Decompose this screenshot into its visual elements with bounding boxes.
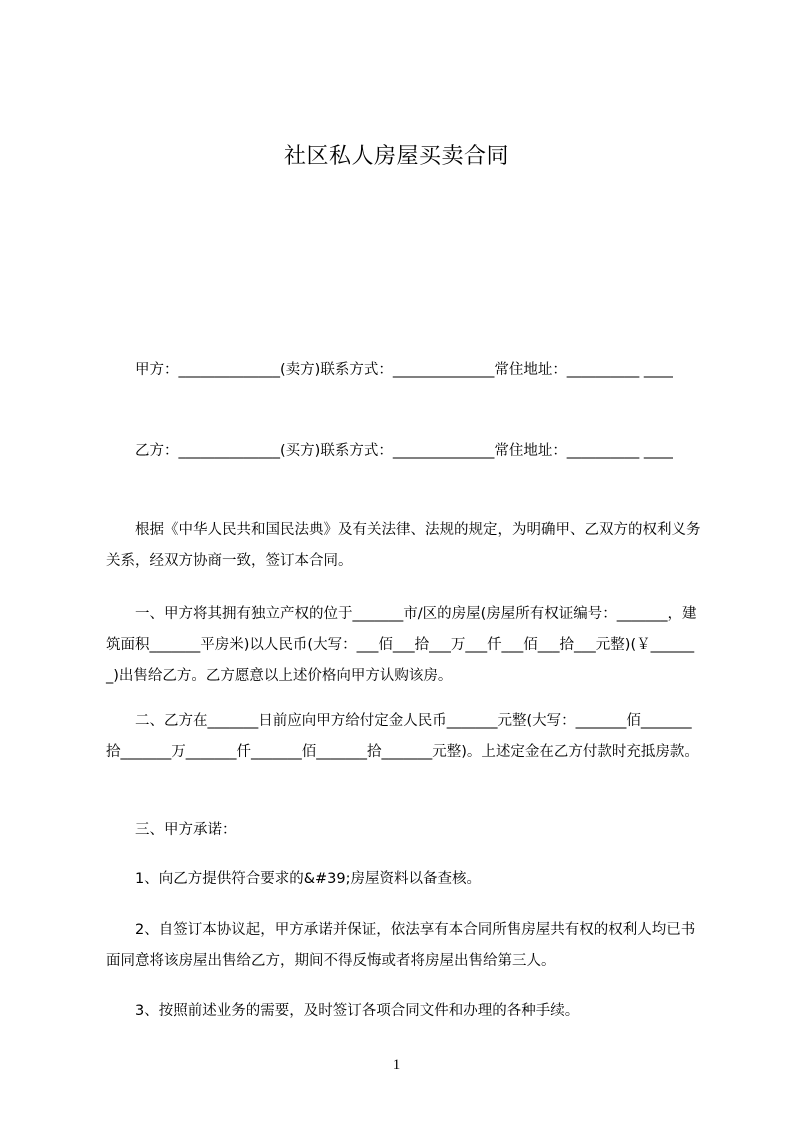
clause-3-item-1: 1、向乙方提供符合要求的&#39;房屋资料以备查核。 [106, 871, 482, 887]
clause-1-paragraph: 一、甲方将其拥有独立产权的位于_______市/区的房屋(房屋所有权证编号：_______，建筑面积_______平房米)以人民币(大写：___佰___拾___万___仟___佰___拾___元整)(￥_______)出售给乙方。乙方愿意以上述价格向甲方认购该房。 [106, 606, 697, 684]
document-title: 社区私人房屋买卖合同 [283, 144, 509, 169]
clause-3-item-2: 2、自签订本协议起，甲方承诺并保证，依法享有本合同所售房屋共有权的权利人均已书面同意将该房屋出售给乙方，期间不得反悔或者将房屋出售给第三人。 [106, 922, 696, 969]
clause-3-heading: 三、甲方承诺： [106, 822, 237, 838]
party-b-line: 乙方：______________(买方)联系方式：______________常住地址：__________ ____ [106, 443, 673, 459]
page-number: 1 [392, 1057, 401, 1073]
party-a-line: 甲方：______________(卖方)联系方式：______________常住地址：__________ ____ [106, 362, 673, 378]
preamble-paragraph: 根据《中华人民共和国民法典》及有关法律、法规的规定，为明确甲、乙双方的权利义务关系，经双方协商一致，签订本合同。 [106, 522, 701, 569]
clause-3-item-3: 3、按照前述业务的需要，及时签订各项合同文件和办理的各种手续。 [106, 1003, 580, 1019]
clause-2-paragraph: 二、乙方在_______日前应向甲方给付定金人民币_______元整(大写：_______佰_______拾_______万_______仟_______佰_______拾_______元整)。上述定金在乙方付款时充抵房款。 [106, 713, 699, 760]
